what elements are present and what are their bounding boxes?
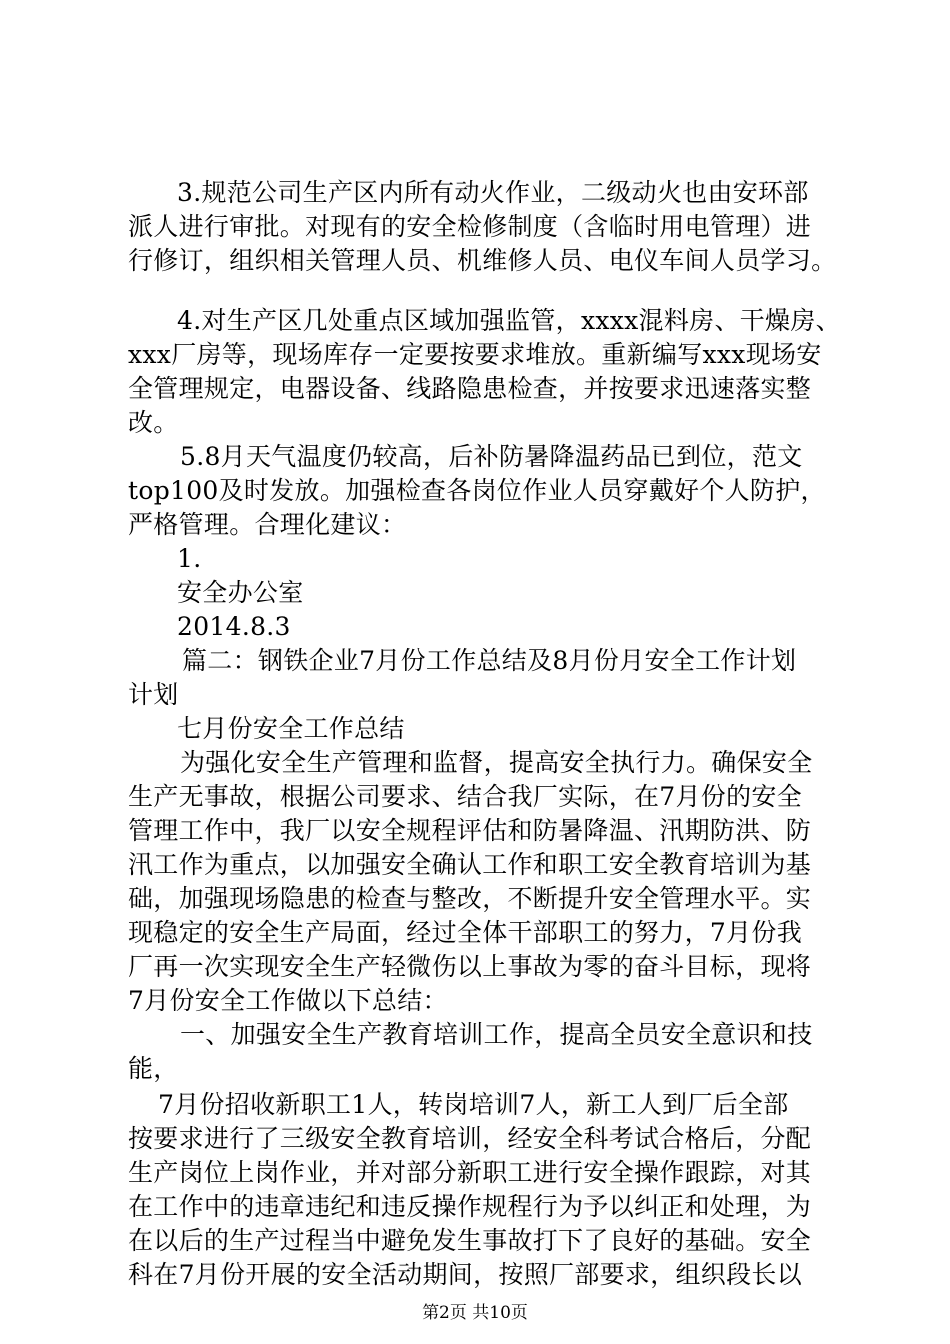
body-line: 全管理规定，电器设备、线路隐患检查，并按要求迅速落实整 bbox=[128, 374, 812, 403]
body-line: 在以后的生产过程当中避免发生事故打下了良好的基础。安全 bbox=[128, 1226, 812, 1255]
body-line: 在工作中的违章违纪和违反操作规程行为予以纠正和处理，为 bbox=[128, 1192, 812, 1221]
body-line: 厂再一次实现安全生产轻微伤以上事故为零的奋斗目标，现将 bbox=[128, 952, 812, 981]
body-line: 行修订，组织相关管理人员、机维修人员、电仪车间人员学习。 bbox=[128, 246, 837, 275]
body-line: top100及时发放。加强检查各岗位作业人员穿戴好个人防护， bbox=[128, 476, 826, 505]
body-line: 7月份安全工作做以下总结： bbox=[128, 986, 448, 1015]
body-line: 础，加强现场隐患的检查与整改，不断提升安全管理水平。实 bbox=[128, 884, 812, 913]
body-line: 改。 bbox=[128, 408, 179, 437]
section-title: 篇二：钢铁企业7月份工作总结及8月份月安全工作计划 bbox=[182, 646, 797, 675]
subheading: 一、加强安全生产教育培训工作，提高全员安全意识和技 bbox=[180, 1020, 813, 1049]
body-line: 严格管理。合理化建议： bbox=[128, 510, 407, 539]
body-line: xxx厂房等，现场库存一定要按要求堆放。重新编写xxx现场安 bbox=[128, 340, 822, 369]
body-line: 按要求进行了三级安全教育培训，经安全科考试合格后，分配 bbox=[128, 1124, 812, 1153]
section-title: 计划 bbox=[128, 680, 179, 709]
suggestion-number: 1. bbox=[177, 544, 202, 573]
signature-date: 2014.8.3 bbox=[177, 612, 291, 641]
signature-department: 安全办公室 bbox=[177, 578, 304, 607]
body-line: 现稳定的安全生产局面，经过全体干部职工的努力，7月份我 bbox=[128, 918, 803, 947]
body-line: 派人进行审批。对现有的安全检修制度（含临时用电管理）进 bbox=[128, 212, 812, 241]
subheading: 能， bbox=[128, 1054, 179, 1083]
page-footer: 第2页 共10页 bbox=[422, 1303, 528, 1323]
body-line: 5.8月天气温度仍较高，后补防暑降温药品已到位，范文 bbox=[180, 442, 803, 471]
body-line: 7月份招收新职工1人，转岗培训7人，新工人到厂后全部 bbox=[158, 1090, 789, 1119]
body-line: 为强化安全生产管理和监督，提高安全执行力。确保安全 bbox=[180, 748, 813, 777]
body-line: 3.规范公司生产区内所有动火作业，二级动火也由安环部 bbox=[177, 178, 809, 207]
body-line: 生产岗位上岗作业，并对部分新职工进行安全操作跟踪，对其 bbox=[128, 1158, 812, 1187]
body-line: 管理工作中，我厂以安全规程评估和防暑降温、汛期防洪、防 bbox=[128, 816, 812, 845]
summary-title: 七月份安全工作总结 bbox=[177, 714, 405, 743]
body-line: 汛工作为重点，以加强安全确认工作和职工安全教育培训为基 bbox=[128, 850, 812, 879]
body-line: 生产无事故，根据公司要求、结合我厂实际，在7月份的安全 bbox=[128, 782, 803, 811]
body-line: 科在7月份开展的安全活动期间，按照厂部要求，组织段长以 bbox=[128, 1260, 803, 1289]
body-line: 4.对生产区几处重点区域加强监管，xxxx混料房、干燥房、 bbox=[177, 306, 841, 335]
